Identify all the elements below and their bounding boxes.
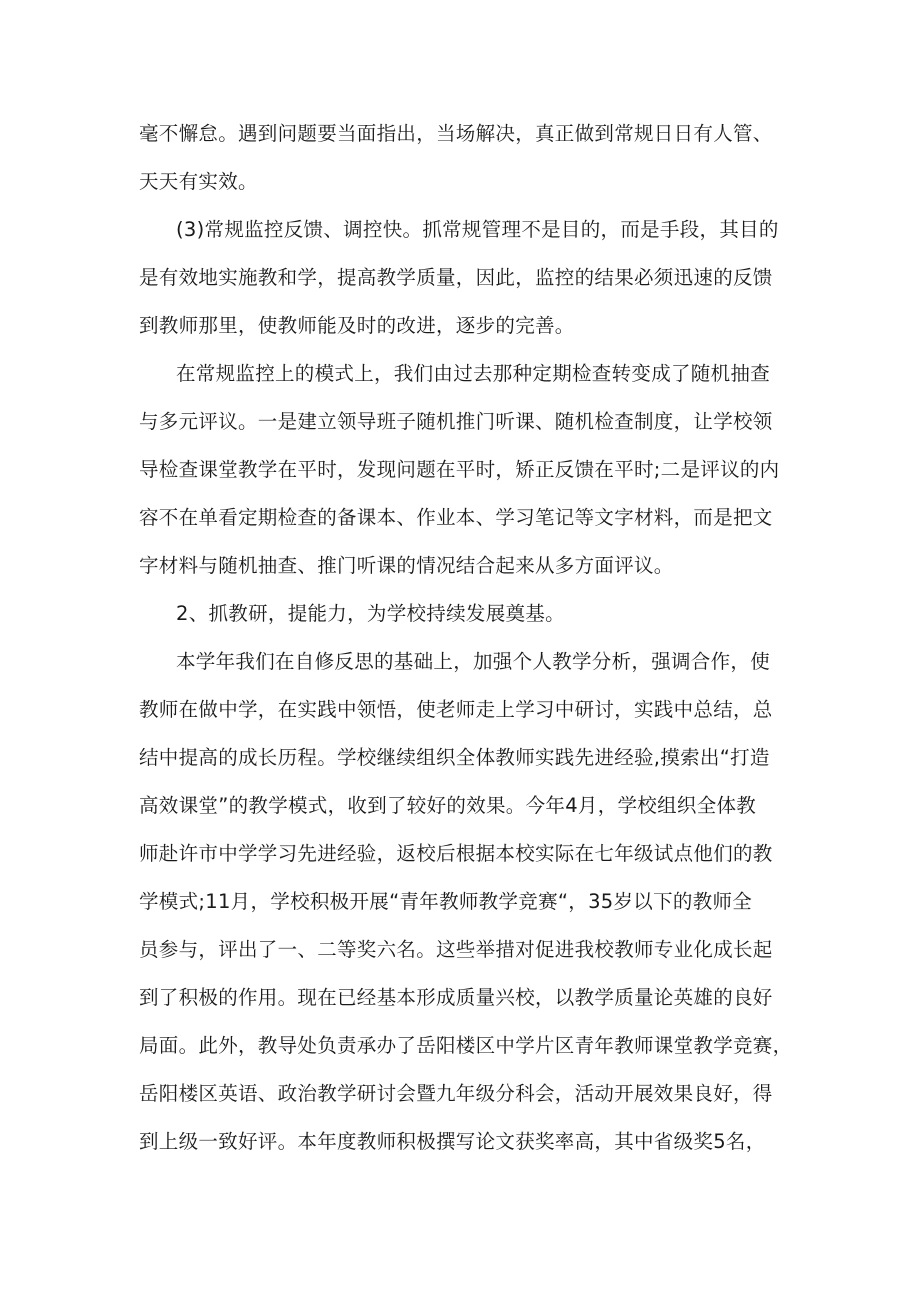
text-line: 天天有实效。 xyxy=(139,170,258,193)
text-line: 是有效地实施教和学，提高教学质量，因此，监控的结果必须迅速的反馈 xyxy=(139,266,773,289)
text-line: 导检查课堂教学在平时，发现问题在平时，矫正反馈在平时;二是评议的内 xyxy=(139,458,780,481)
text-line: 师赴许市中学学习先进经验，返校后根据本校实际在七年级试点他们的教 xyxy=(139,842,773,865)
text-line: (3)常规监控反馈、调控快。抓常规管理不是目的，而是手段，其目的 xyxy=(176,218,779,241)
text-line: 在常规监控上的模式上，我们由过去那种定期检查转变成了随机抽查 xyxy=(176,362,771,385)
text-line: 容不在单看定期检查的备课本、作业本、学习笔记等文字材料，而是把文 xyxy=(139,506,773,529)
text-line: 字材料与随机抽查、推门听课的情况结合起来从多方面评议。 xyxy=(139,554,674,577)
text-line: 与多元评议。一是建立领导班子随机推门听课、随机检查制度，让学校领 xyxy=(139,410,773,433)
text-line: 毫不懈怠。遇到问题要当面指出，当场解决，真正做到常规日日有人管、 xyxy=(139,122,773,145)
text-line: 高效课堂”的教学模式，收到了较好的效果。今年4月，学校组织全体教 xyxy=(139,794,757,817)
text-line: 员参与，评出了一、二等奖六名。这些举措对促进我校教师专业化成长起 xyxy=(139,938,773,961)
text-line: 本学年我们在自修反思的基础上，加强个人教学分析，强调合作，使 xyxy=(176,650,771,673)
section-heading: 2、抓教研，提能力，为学校持续发展奠基。 xyxy=(176,602,565,625)
text-line: 到教师那里，使教师能及时的改进，逐步的完善。 xyxy=(139,314,575,337)
text-line: 到了积极的作用。现在已经基本形成质量兴校，以教学质量论英雄的良好 xyxy=(139,986,773,1009)
text-line: 岳阳楼区英语、政治教学研讨会暨九年级分科会，活动开展效果良好，得 xyxy=(139,1082,773,1105)
text-line: 结中提高的成长历程。学校继续组织全体教师实践先进经验,摸索出“打造 xyxy=(139,746,770,769)
text-line: 教师在做中学，在实践中领悟，使老师走上学习中研讨，实践中总结，总 xyxy=(139,698,773,721)
text-line: 局面。此外，教导处负责承办了岳阳楼区中学片区青年教师课堂教学竞赛， xyxy=(139,1034,793,1057)
text-line: 学模式;11月，学校积极开展“青年教师教学竞赛“，35岁以下的教师全 xyxy=(139,890,753,913)
text-line: 到上级一致好评。本年度教师积极撰写论文获奖率高，其中省级奖5名， xyxy=(139,1130,766,1153)
